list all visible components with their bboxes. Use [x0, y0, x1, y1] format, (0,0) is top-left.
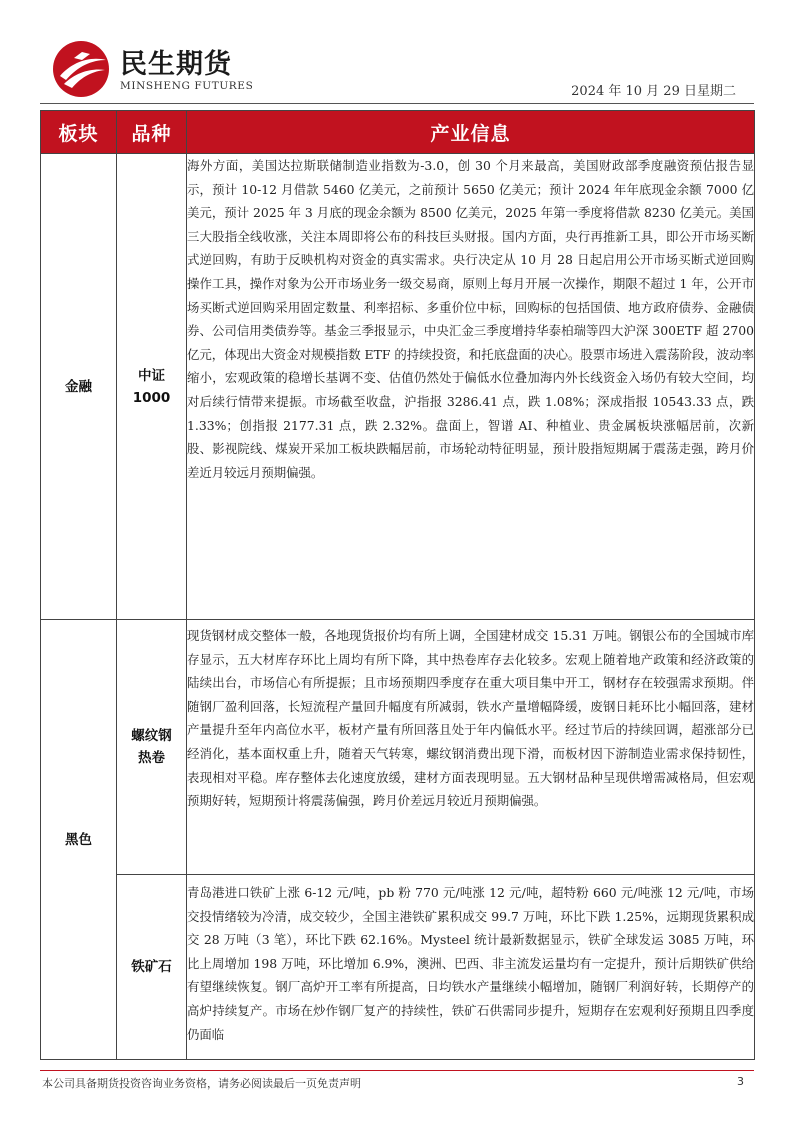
table-row [41, 875, 755, 1060]
sector-cell: 金融 [41, 154, 117, 620]
column-header-info: 产业信息 [187, 111, 755, 154]
info-cell [187, 875, 755, 1060]
product-cell [117, 620, 187, 875]
info-cell [187, 620, 755, 875]
page-number: 3 [737, 1075, 744, 1088]
sector-cell: 黑色 [41, 620, 117, 1060]
footer-divider [40, 1070, 754, 1071]
product-cell [117, 875, 187, 1060]
product-cell [117, 154, 187, 620]
minsheng-logo-icon [52, 40, 110, 98]
info-text: 现货钢材成交整体一般，各地现货报价均有所上调，全国建材成交 15.31 万吨。钢银公布的全国城市库存显示，五大材库存环比上周均有所下降，其中热卷库存去化较多。宏观上随着地产政策和经济政策的陆续出台，市场信心有所提振；且市场预期四季度存在重大项目集中开工，钢材存在较强需求预期。伴随钢厂盈利回落，长短流程产量回升幅度有所减弱，铁水产量增幅降缓，废钢日耗环比小幅回落，建材产量提升至年内高位水平，板材产量有所回落且处于年内偏低水平。经过节后的持续回调，超涨部分已经消化，基本面权重上升，随着天气转寒，螺纹钢消费出现下滑，而板材因下游制造业需求保持韧性，表现相对平稳。库存整体去化速度放缓，建材方面表现明显。五大钢材品种呈现供增需减格局，但宏观预期好转，短期预计将震荡偏强，跨月价差远月较近月预期偏强。 [187, 628, 754, 809]
page-header [40, 36, 754, 102]
product-label: 中证 1000 [132, 367, 171, 406]
brand-name-cn: 民生期货 [120, 49, 232, 80]
info-clip [187, 881, 754, 1053]
column-header-sector: 板块 [41, 111, 117, 154]
table-header-row [41, 111, 755, 154]
column-header-product: 品种 [117, 111, 187, 154]
industry-info-table [40, 110, 755, 1060]
info-cell [187, 154, 755, 620]
table-row [41, 620, 755, 875]
report-date: 2024 年 10 月 29 日星期二 [571, 84, 736, 99]
info-text: 海外方面，美国达拉斯联储制造业指数为-3.0，创 30 个月来最高，美国财政部季度融资预估报告显示，预计 10-12 月借款 5460 亿美元，之前预计 5650 亿美元；预计 2024 年年底现金余额 7000 亿美元，预计 2025 年 3 月底的现金余额为 8500 亿美元，2025 年第一季度将借款 8230 亿美元。美国三大股指全线收涨，关注本周即将公布的科技巨头财报。国内方面，央行再推新工具，即公开市场买断式逆回购，有助于反映机构对资金的真实需求。央行决定从 10 月 28 日起启用公开市场买断式逆回购操作工具，操作对象为公开市场业务一级交易商，原则上每月开展一次操作，期限不超过 1 年，公开市场买断式逆回购采用固定数量、利率招标、多重价位中标，回购标的包括国债、地方政府债券、金融债券、公司信用类债券等。基金三季报显示，中央汇金三季度增持华泰柏瑞等四大沪深 300ETF 超 2700 亿元，体现出大资金对规模指数 ETF 的持续投资，和托底盘面的决心。股票市场进入震荡阶段，波动率缩小，宏观政策的稳增长基调不变、估值仍然处于偏低水位叠加海内外长线资金入场仍有较大空间，均对后续行情带来提振。市场截至收盘，沪指报 3286.41 点，跌 1.08%；深成指报 10543.33 点，跌 1.33%；创指报 2177.31 点，跌 2.32%。盘面上，智谱 AI、种植业、贵金属板块涨幅居前，次新股、影视院线、煤炭开采加工板块跌幅居前，市场轮动特征明显，预计股指短期属于震荡走强，跨月价差近月较远月预期偏强。 [187, 158, 754, 480]
disclaimer-text: 本公司具备期货投资咨询业务资格，请务必阅读最后一页免责声明 [42, 1077, 361, 1090]
brand-name-en: MINSHENG FUTURES [120, 80, 254, 92]
header-divider [40, 103, 754, 104]
info-text: 青岛港进口铁矿上涨 6-12 元/吨，pb 粉 770 元/吨涨 12 元/吨，超特粉 660 元/吨涨 12 元/吨，市场交投情绪较为冷清，成交较少，全国主港铁矿累积成交 99.7 万吨，环比下跌 1.25%，远期现货累积成交 28 万吨（3 笔），环比下跌 62.16%。Mysteel 统计最新数据显示，铁矿全球发运 3085 万吨，环比上周增加 198 万吨，环比增加 6.9%，澳洲、巴西、非主流发运量均有一定提升，预计后期铁矿供给有望继续恢复。钢厂高炉开工率有所提高，日均铁水产量继续小幅增加，随钢厂利润好转，长期停产的高炉持续复产。市场在炒作钢厂复产的持续性，铁矿石供需同步提升，短期存在宏观利好预期且四季度仍面临 [187, 885, 754, 1042]
product-label: 螺纹钢 热卷 [131, 728, 172, 766]
table-row [41, 154, 755, 620]
product-label: 铁矿石 [131, 959, 172, 975]
